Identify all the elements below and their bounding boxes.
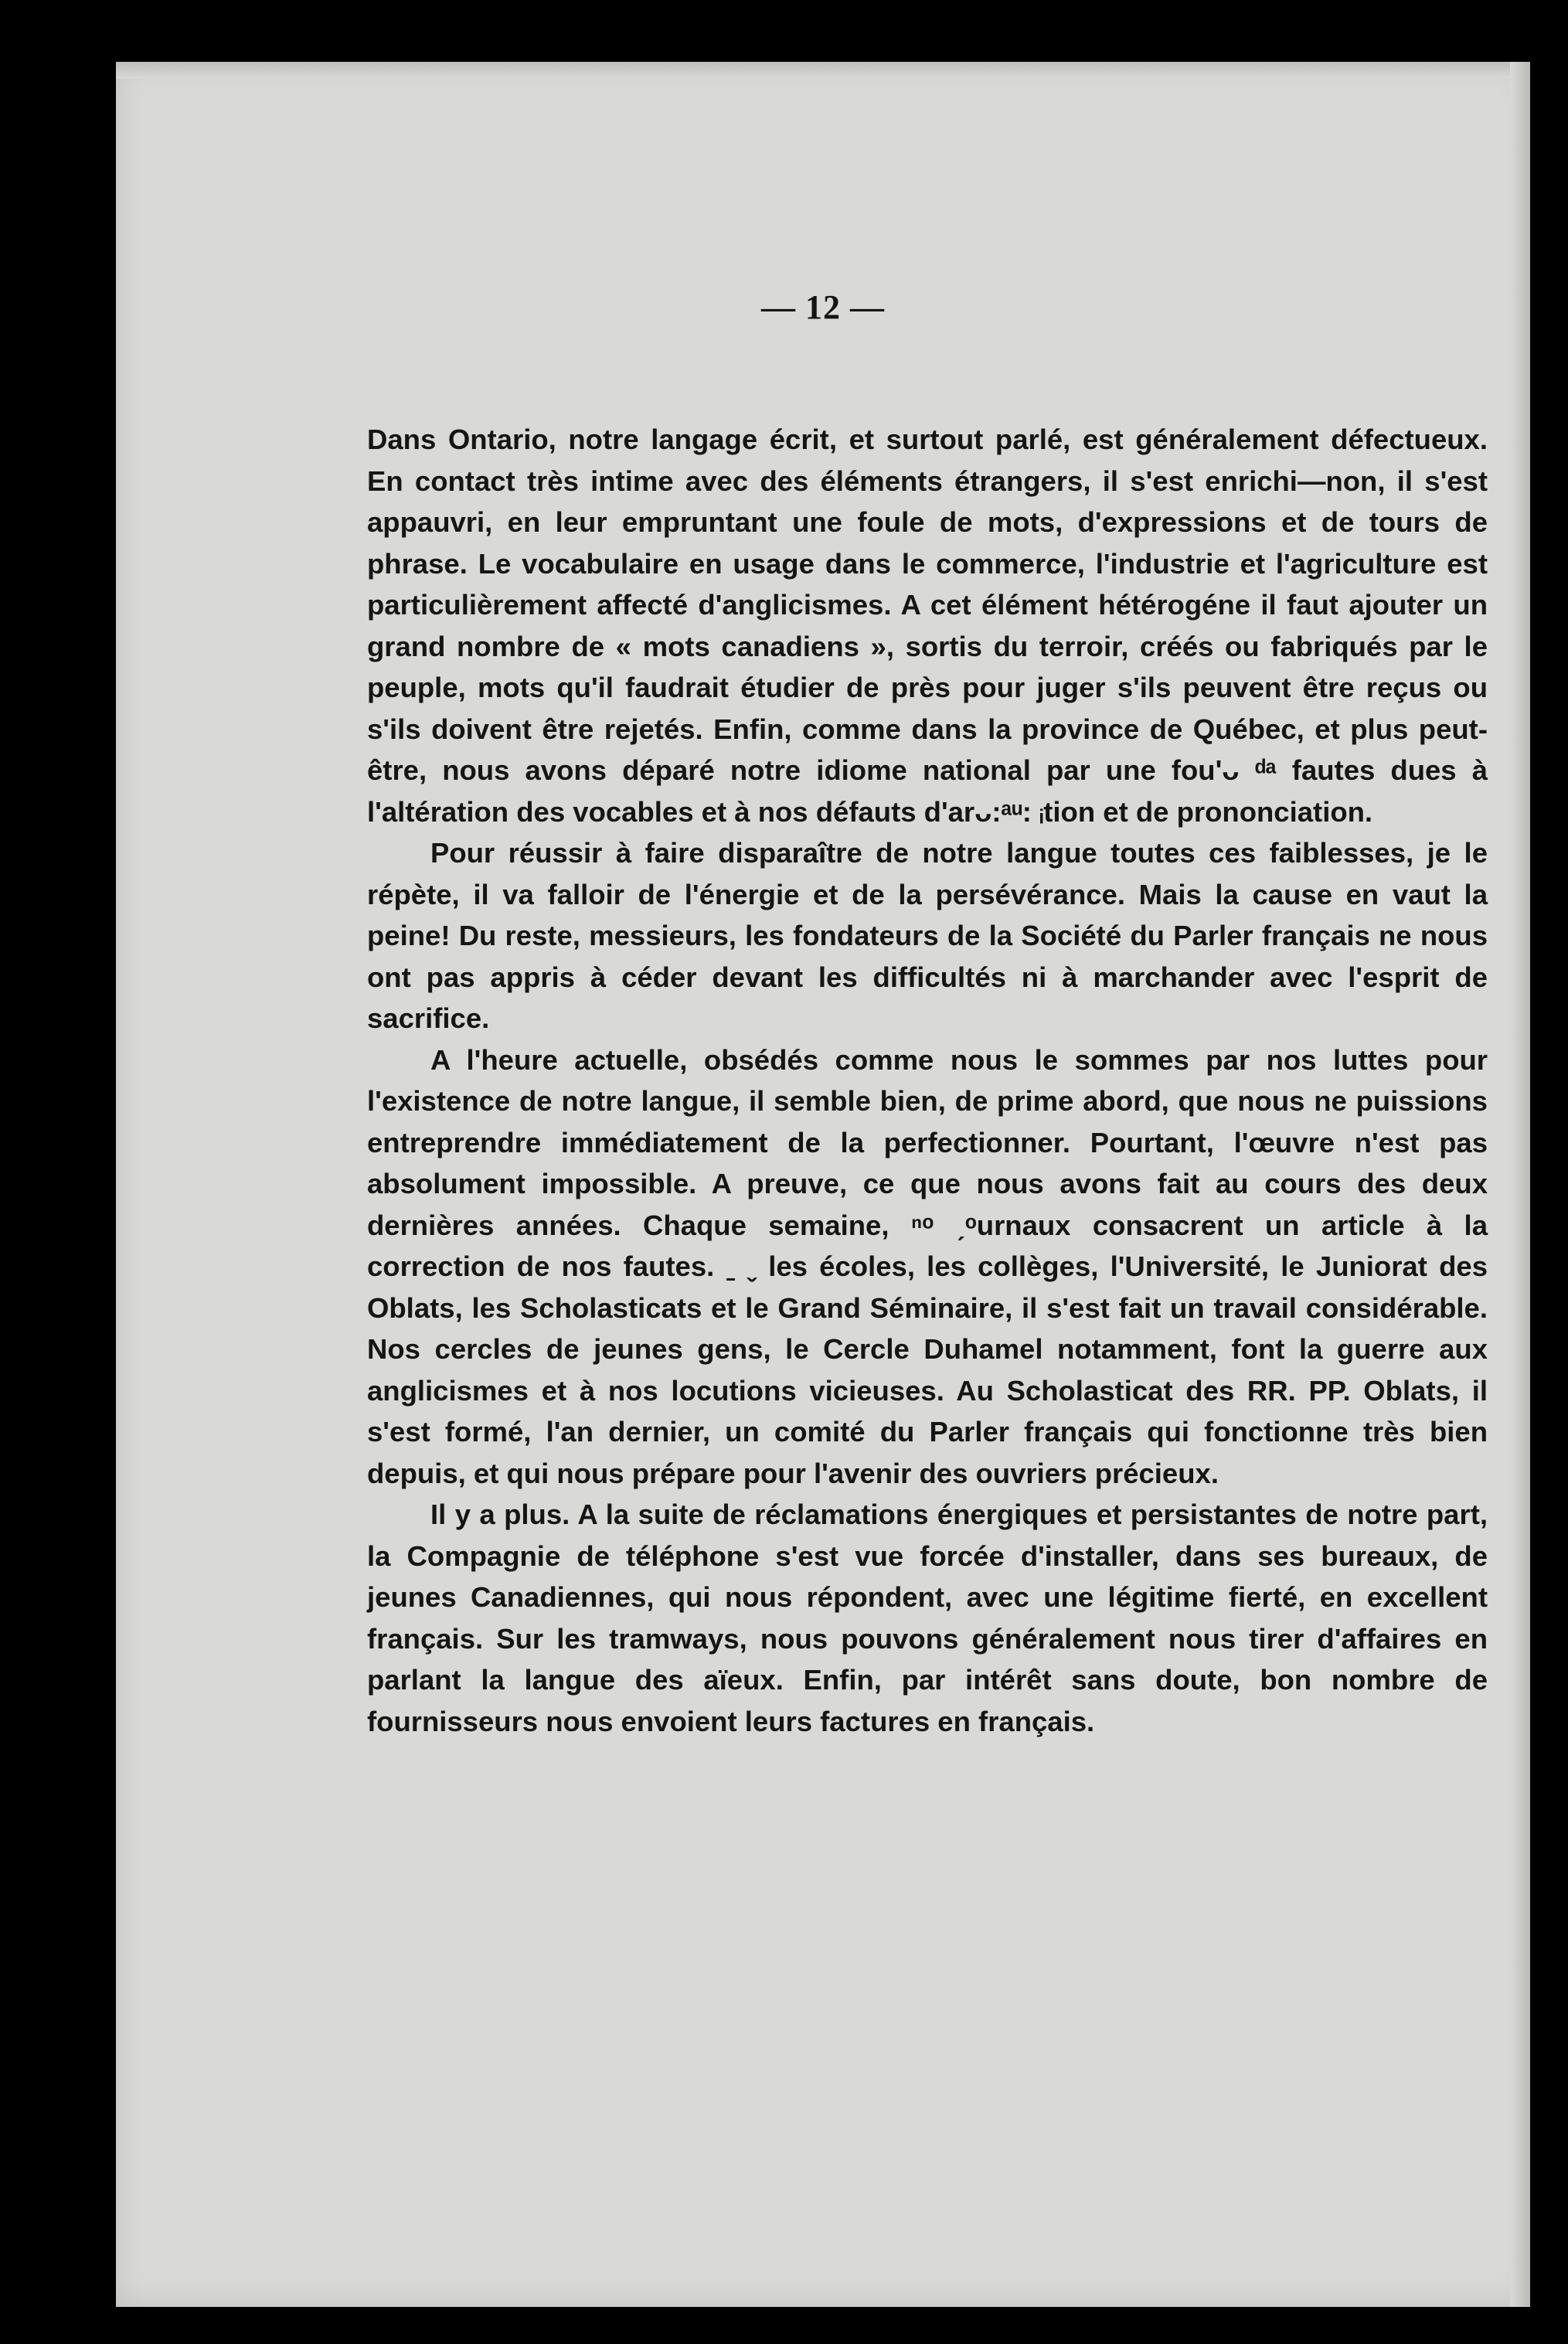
page-edge-top	[116, 62, 1530, 79]
page-edge-right	[1510, 62, 1530, 2307]
body-text	[367, 419, 1488, 1742]
scanned-page	[116, 62, 1530, 2307]
paragraph-2: Pour réussir à faire disparaître de notre langue toutes ces faiblesses, je le répète, il va falloir de l'énergie et de la persévérance. Mais la cause en vaut la peine! Du reste, messieurs, les fondateurs de la Société du Parler français ne nous ont pas appris à céder devant les difficultés ni à marchander avec l'esprit de sacrifice.	[367, 837, 1488, 1034]
paragraph-3: A l'heure actuelle, obsédés comme nous le sommes par nos luttes pour l'existence de notre langue, il semble bien, de prime abord, que nous ne puissions entreprendre immédiatement de la perfectionner. Pourtant, l'œuvre n'est pas absolument impossible. A preuve, ce que nous avons fait au cours des deux dernières années. Chaque semaine, ⁿᵒ ˏᵒurnaux consacrent un article à la correction de nos fautes. ˍ ˬ les écoles, les collèges, l'Université, le Juniorat des Oblats, les Scholasticats et le Grand Séminaire, il s'est fait un travail considérable. Nos cercles de jeunes gens, le Cercle Duhamel notamment, font la guerre aux anglicismes et à nos locutions vicieuses. Au Scholasticat des RR. PP. Oblats, il s'est formé, l'an dernier, un comité du Parler français qui fonctionne très bien depuis, et qui nous prépare pour l'avenir des ouvriers précieux.	[367, 1043, 1488, 1489]
paragraph-4: Il y a plus. A la suite de réclamations énergiques et persistantes de notre part, la Compagnie de téléphone s'est vue forcée d'installer, dans ses bureaux, de jeunes Canadiennes, qui nous répondent, avec une légitime fierté, en excellent français. Sur les tramways, nous pouvons généralement nous tirer d'affaires en parlant la langue des aïeux. Enfin, par intérêt sans doute, bon nombre de fournisseurs nous envoient leurs factures en français.	[367, 1499, 1488, 1737]
paragraph-1: Dans Ontario, notre langage écrit, et surtout parlé, est généralement défectueux. En contact très intime avec des éléments étrangers, il s'est enrichi—non, il s'est appauvri, en leur empruntant une foule de mots, d'expressions et de tours de phrase. Le vocabulaire en usage dans le commerce, l'industrie et l'agriculture est particulièrement affecté d'anglicismes. A cet élément hétérogéne il faut ajouter un grand nombre de « mots canadiens », sortis du terroir, créés ou fabriqués par le peuple, mots qu'il faudrait étudier de près pour juger s'ils peuvent être reçus ou s'ils doivent être rejetés. Enfin, comme dans la province de Québec, et plus peut-être, nous avons déparé notre idiome national par une fou'ᴗ ᵈᵃ fautes dues à l'altération des vocables et à nos défauts d'arᴗ:ᵃᵘ: ᵢtion et de prononciation.	[367, 424, 1488, 828]
page-number: — 12 —	[761, 288, 885, 326]
